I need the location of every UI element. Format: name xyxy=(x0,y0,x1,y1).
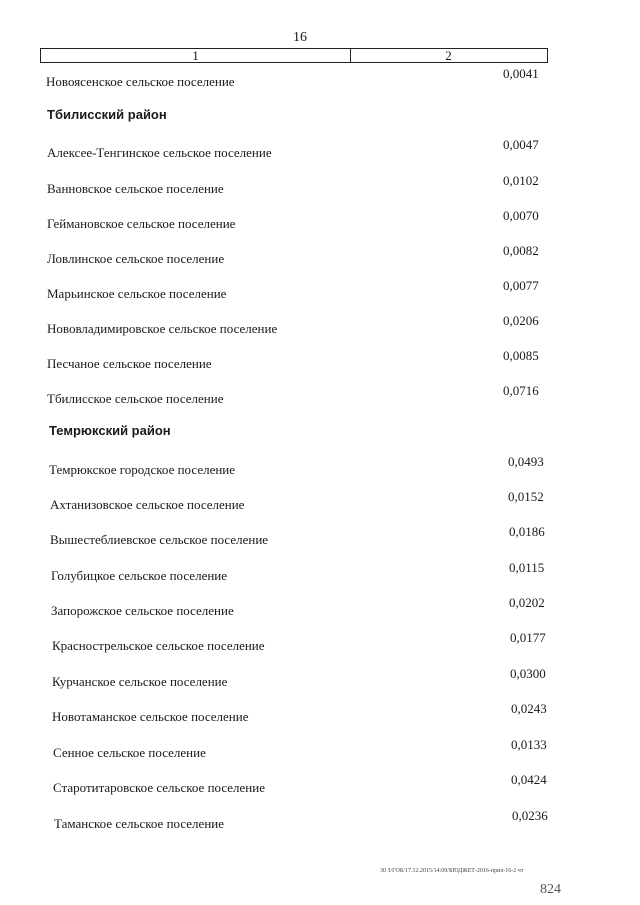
settlement-name: Геймановское сельское поселение xyxy=(47,216,236,231)
settlement-name: Запорожское сельское поселение xyxy=(51,603,234,618)
settlement-name: Новоясенское сельское поселение xyxy=(46,74,235,89)
footer-document-code: 30 З/ГОБ/17.12.2015/14:09/БЮДЖЕТ-2016-прил-16-2 чт xyxy=(380,868,524,874)
settlement-name: Курчанское сельское поселение xyxy=(52,674,228,689)
table-row xyxy=(0,348,640,370)
settlement-value: 0,0102 xyxy=(503,173,539,188)
table-row xyxy=(0,630,640,652)
table-row xyxy=(0,454,640,476)
settlement-value: 0,0424 xyxy=(511,772,547,787)
column-header-row xyxy=(40,48,548,63)
settlement-name: Марьинское сельское поселение xyxy=(47,286,227,301)
column-header-1: 1 xyxy=(41,49,351,62)
settlement-name: Ловлинское сельское поселение xyxy=(47,251,225,266)
table-row xyxy=(0,737,640,759)
table-row xyxy=(0,66,640,88)
settlement-value: 0,0206 xyxy=(503,313,539,328)
settlement-value: 0,0186 xyxy=(509,524,545,539)
settlement-name: Новотаманское сельское поселение xyxy=(52,709,249,724)
footer-page-number: 824 xyxy=(540,882,561,897)
table-row xyxy=(0,701,640,723)
table-row xyxy=(0,666,640,688)
table-row xyxy=(0,278,640,300)
settlement-value: 0,0493 xyxy=(508,454,544,469)
settlement-name: Темрюкское городское поселение xyxy=(49,462,236,477)
table-row xyxy=(0,208,640,230)
settlement-value: 0,0082 xyxy=(503,243,539,258)
settlement-name: Сенное сельское поселение xyxy=(53,745,206,760)
settlement-value: 0,0300 xyxy=(510,666,546,681)
settlement-name: Нововладимировское сельское поселение xyxy=(47,321,278,336)
table-row xyxy=(0,524,640,546)
table-row xyxy=(0,489,640,511)
district-heading-temryuksky: Темрюкский район xyxy=(49,423,171,438)
table-row xyxy=(0,313,640,335)
settlement-value: 0,0070 xyxy=(503,208,539,223)
settlement-name: Алексее-Тенгинское сельское поселение xyxy=(47,145,272,160)
settlement-value: 0,0202 xyxy=(509,595,545,610)
settlement-value: 0,0115 xyxy=(509,560,545,575)
column-header-2: 2 xyxy=(445,48,452,63)
settlement-name: Ванновское сельское поселение xyxy=(47,181,224,196)
settlement-name: Таманское сельское поселение xyxy=(54,816,224,831)
table-row xyxy=(0,243,640,265)
settlement-value: 0,0243 xyxy=(511,701,547,716)
table-row xyxy=(0,560,640,582)
table-row xyxy=(0,808,640,830)
settlement-value: 0,0041 xyxy=(503,66,539,81)
settlement-value: 0,0716 xyxy=(503,383,539,398)
table-row xyxy=(0,173,640,195)
settlement-value: 0,0236 xyxy=(512,808,548,823)
settlement-value: 0,0085 xyxy=(503,348,539,363)
settlement-value: 0,0133 xyxy=(511,737,547,752)
table-row xyxy=(0,383,640,405)
settlement-name: Тбилисское сельское поселение xyxy=(47,391,224,406)
table-row xyxy=(0,137,640,159)
settlement-name: Вышестеблиевское сельское поселение xyxy=(50,532,269,547)
table-row xyxy=(0,595,640,617)
settlement-value: 0,0047 xyxy=(503,137,539,152)
settlement-name: Голубицкое сельское поселение xyxy=(51,568,228,583)
settlement-name: Песчаное сельское поселение xyxy=(47,356,212,371)
district-heading-tbilissky: Тбилисский район xyxy=(47,107,167,122)
settlement-value: 0,0077 xyxy=(503,278,539,293)
page-number: 16 xyxy=(293,30,307,45)
settlement-value: 0,0177 xyxy=(510,630,546,645)
settlement-name: Старотитаровское сельское поселение xyxy=(53,780,265,795)
table-row xyxy=(0,772,640,794)
settlement-value: 0,0152 xyxy=(508,489,544,504)
settlement-name: Ахтанизовское сельское поселение xyxy=(50,497,245,512)
settlement-name: Краснострельское сельское поселение xyxy=(52,638,265,653)
